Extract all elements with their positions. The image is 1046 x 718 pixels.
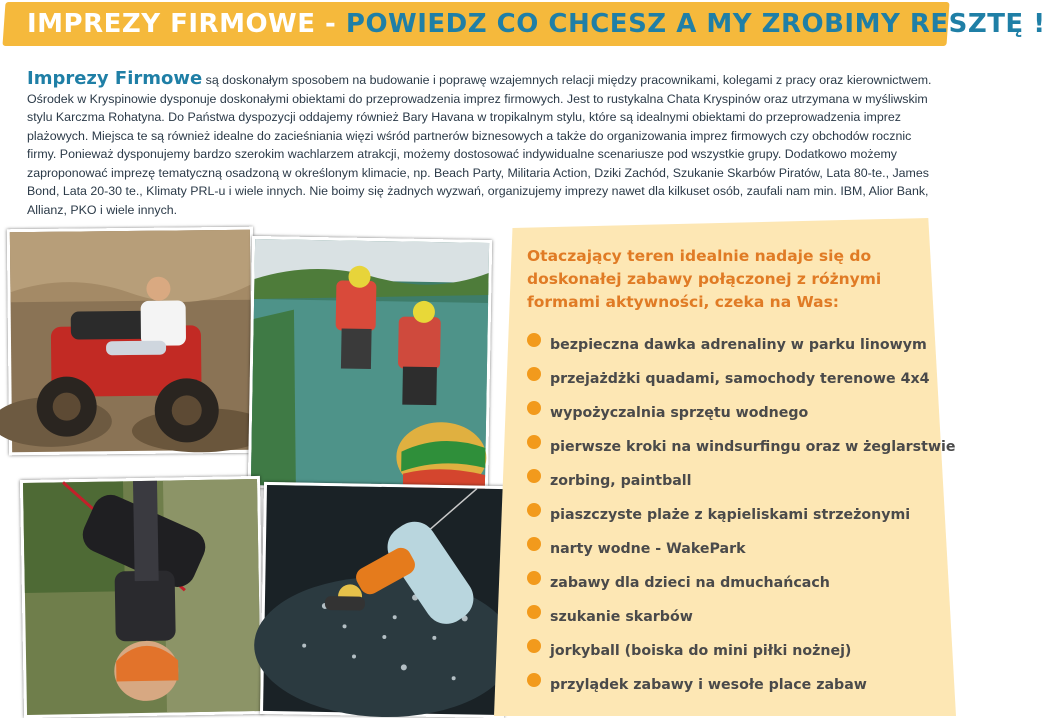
page-title-part-1: IMPREZY FIRMOWE - [27,9,346,39]
list-item [527,498,955,532]
zipline-photo [20,476,264,718]
list-item [527,464,955,498]
wakeboard-photo [260,482,508,718]
quad-mud-photo [7,227,255,456]
list-item [527,634,955,668]
bullet-icon [527,605,541,619]
bullet-icon [527,435,541,449]
attractions-title: Otaczający teren idealnie nadaje się do doskonałej zabawy połączonej z różnymi formami aktywności, czeka na Was: [527,247,882,311]
list-item [527,566,955,600]
list-item-text: przylądek zabawy i wesołe place zabaw [550,677,867,693]
bullet-icon [527,503,541,517]
list-item-text: bezpieczna dawka adrenaliny w parku linowym [550,337,927,353]
list-item-text: szukanie skarbów [550,609,693,625]
lake-jump-photo [248,236,492,492]
list-item-text: zorbing, paintball [550,473,692,489]
bullet-icon [527,367,541,381]
intro-paragraph [27,70,942,219]
bullet-icon [527,673,541,687]
list-item-text: jorkyball (boiska do mini piłki nożnej) [550,643,852,659]
bullet-icon [527,537,541,551]
bullet-icon [527,469,541,483]
list-item [527,396,955,430]
bullet-icon [527,571,541,585]
bullet-icon [527,639,541,653]
list-item [527,600,955,634]
list-item [527,362,955,396]
list-item-text: pierwsze kroki na windsurfingu oraz w żeglarstwie [550,439,956,455]
intro-body: są doskonałym sposobem na budowanie i poprawę wzajemnych relacji między pracownikami, kolegami z pracy oraz kierownictwem. Ośrodek w Kryspinowie dysponuje doskonałymi obiektami do przeprowadzenia imprez firmowych. Jest to rustykalna Chata Kryspinów oraz utrzymana w myśliwskim stylu Karczma Rohatyna. Do Państwa dyspozycji oddajemy również Bary Havana w tropikalnym stylu, które są idealnymi obiektami do przeprowadzenia imprez plażowych. Miejsca te są również idealne do zacieśniania więzi wśród partnerów biznesowych a także do organizowania imprez firmowych czy obchodów rocznic firmy. Ponieważ dysponujemy bardzo szerokim wachlarzem atrakcji, możemy dostosować indywidualne scenariusze pod wszystkie grupy. Dodatkowo możemy zaproponować imprezę tematyczną osadzoną w określonym klimacie, np. Beach Party, Militaria Action, Dziki Zachód, Szukanie Skarbów Piratów, Lata 80-te., James Bond, Lata 20-30 te., Klimaty PRL-u i wiele innych. Nie boimy się żadnych wyzwań, organizujemy imprezy nawet dla kilkuset osób, zaufali nam min. IBM, Alior Bank, Allianz, PKO i wiele innych. [27,73,932,217]
bullet-icon [527,333,541,347]
bullet-icon [527,401,541,415]
page-title [27,9,1046,39]
list-item-text: wypożyczalnia sprzętu wodnego [550,405,809,421]
list-item [527,430,955,464]
list-item [527,668,955,702]
list-item [527,532,955,566]
list-item-text: przejażdżki quadami, samochody terenowe 4x4 [550,371,930,387]
list-item-text: piaszczyste plaże z kąpieliskami strzeżonymi [550,507,911,523]
list-item [527,328,955,362]
list-item-text: zabawy dla dzieci na dmuchańcach [550,575,830,591]
attractions-list [527,328,955,702]
page-title-part-2: POWIEDZ CO CHCESZ A MY ZROBIMY RESZTĘ ! [345,9,1046,39]
list-item-text: narty wodne - WakePark [550,541,746,557]
intro-lead: Imprezy Firmowe [27,68,203,89]
